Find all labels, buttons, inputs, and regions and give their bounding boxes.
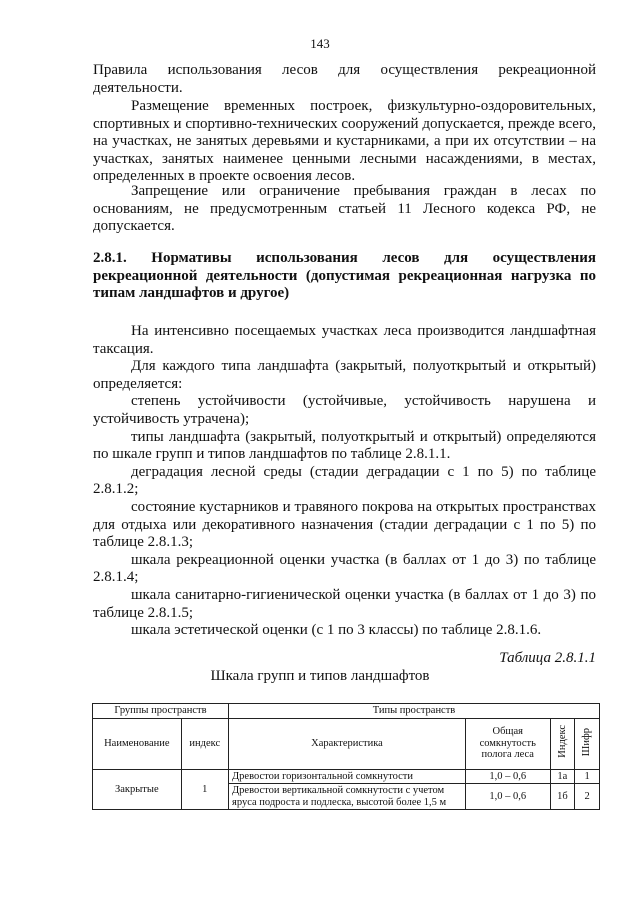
paragraph-text: Правила использования лесов для осуществления рекреационной деятельности. xyxy=(93,62,596,96)
col-code: Шифр xyxy=(581,727,593,756)
body-line: состояние кустарников и травяного покрова на открытых пространствах для отдыха или декоративного назначения (стадии деградации с 1 по 5) по таблице 2.8.1.3; xyxy=(93,498,596,551)
paragraph-text: Запрещение или ограничение пребывания граждан в лесах по основаниям, не предусмотренным статьей 11 Лесного кодекса РФ, не допускается. xyxy=(93,183,596,235)
types-header: Типы пространств xyxy=(229,704,600,719)
table-title: Шкала групп и типов ландшафтов xyxy=(210,668,430,684)
col-density: Общая сомкнутость полога леса xyxy=(466,718,551,769)
page-number: 143 xyxy=(310,36,330,51)
row-density: 1,0 – 0,6 xyxy=(466,769,551,784)
table-row xyxy=(93,769,600,784)
body-line: шкала эстетической оценки (с 1 по 3 классы) по таблице 2.8.1.6. xyxy=(131,622,542,639)
body-line: шкала санитарно-гигиенической оценки участка (в баллах от 1 до 3) по таблице 2.8.1.5; xyxy=(93,586,596,621)
paragraph-2 xyxy=(93,98,596,186)
landscape-table xyxy=(92,703,600,810)
col-index-2-cell xyxy=(550,718,575,769)
body-line: Для каждого типа ландшафта (закрытый, полуоткрытый и открытый) определяется: xyxy=(93,358,596,392)
body-line: деградация лесной среды (стадии деградации с 1 по 5) по таблице 2.8.1.2; xyxy=(93,463,596,498)
col-name: Наименование xyxy=(93,718,182,769)
row-characteristic: Древостои вертикальной сомкнутости с учетом яруса подроста и подлеска, высотой более 1,5 м xyxy=(229,784,466,810)
paragraph-1 xyxy=(93,62,596,97)
row-characteristic: Древостои горизонтальной сомкнутости xyxy=(229,769,466,784)
row-density: 1,0 – 0,6 xyxy=(466,784,551,810)
col-characteristic: Характеристика xyxy=(229,718,466,769)
body-line: типы ландшафта (закрытый, полуоткрытый и открытый) определяются по шкале групп и типов ландшафтов по таблице 2.8.1.1. xyxy=(93,428,596,463)
row-index: 1а xyxy=(550,769,575,784)
table-header-row xyxy=(93,704,600,719)
body-text xyxy=(93,323,596,640)
body-line: шкала рекреационной оценки участка (в баллах от 1 до 3) по таблице 2.8.1.4; xyxy=(93,551,596,586)
row-code: 1 xyxy=(575,769,600,784)
col-index-2: Индекс xyxy=(556,725,568,759)
group-index: 1 xyxy=(181,769,228,810)
body-line: степень устойчивости (устойчивые, устойчивость нарушена и устойчивость утрачена); xyxy=(93,393,596,427)
section-heading xyxy=(93,250,596,303)
table-subheader-row xyxy=(93,718,600,769)
table-caption: Таблица 2.8.1.1 xyxy=(499,650,596,666)
col-code-cell xyxy=(575,718,600,769)
paragraph-3 xyxy=(93,183,596,236)
body-line: На интенсивно посещаемых участках леса производится ландшафтная таксация. xyxy=(93,323,596,357)
group-header: Группы пространств xyxy=(93,704,229,719)
paragraph-text: Размещение временных построек, физкультурно-оздоровительных, спортивных и спортивно-технических сооружений допускается, прежде всего, на участках, не занятых деревьями и кустарниками, а при их отсутствии – на участках, занятых наименее ценными лесными насаждениями, в местах, определенных в проекте освоения лесов. xyxy=(93,98,596,185)
col-index: индекс xyxy=(181,718,228,769)
group-name: Закрытые xyxy=(93,769,182,810)
section-heading-text: 2.8.1. Нормативы использования лесов для осуществления рекреационной деятельности (допустимая рекреационная нагрузка по типам ландшафтов и другое) xyxy=(93,250,596,302)
row-code: 2 xyxy=(575,784,600,810)
row-index: 1б xyxy=(550,784,575,810)
